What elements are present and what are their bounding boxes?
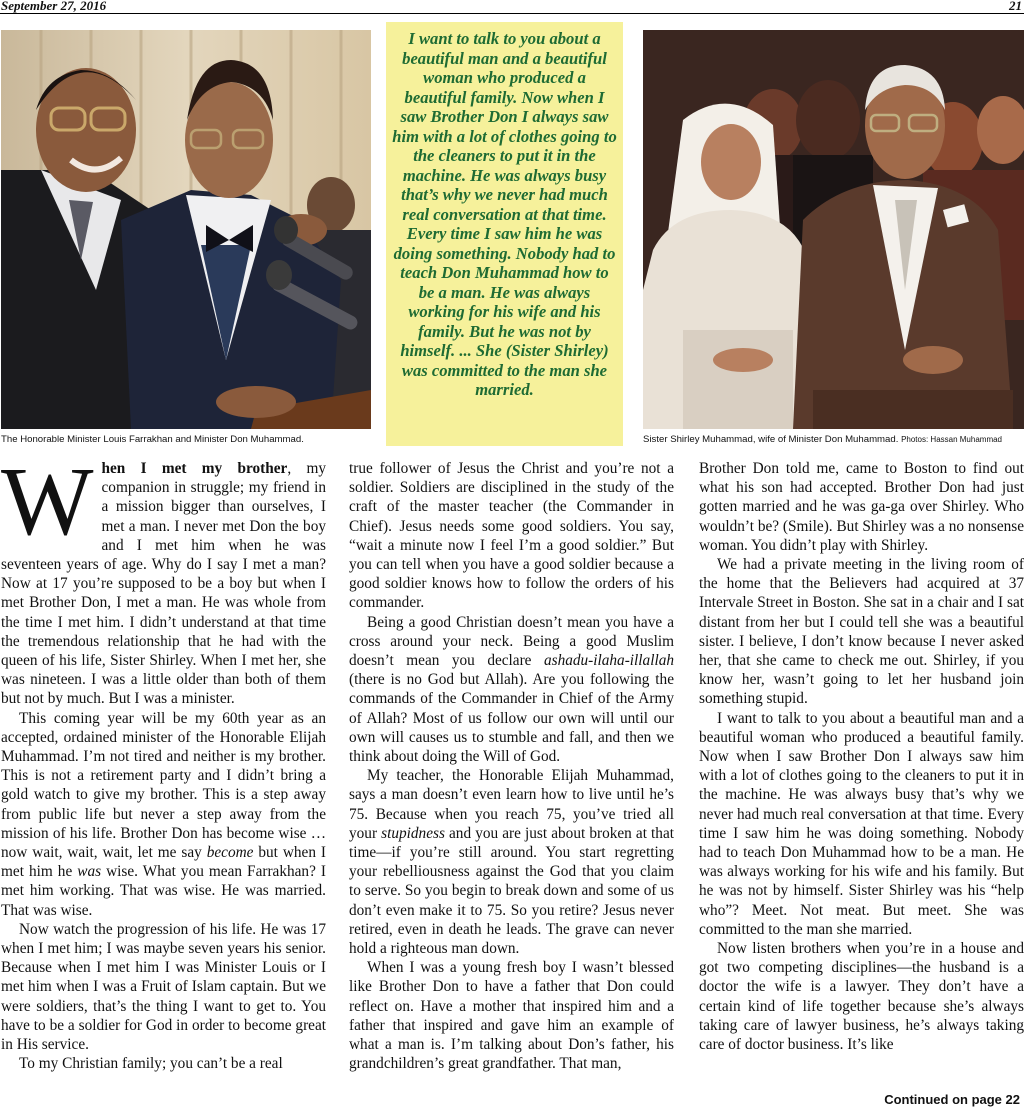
emphasis: ashadu-ilaha-illallah: [543, 652, 674, 670]
pull-quote-text: I want to talk to you about a beautiful man and a beautiful woman who produced a beautiful family. Now when I saw Brother Don I always saw him with a lot of clothes going to the cleaners to put it in the machine. He was always busy that’s why we never had much real conversation at that time. Every time I saw him he was doing something. Nobody had to teach Don Muhammad how to be a man. He was always working for his wife and his family. But he was not by himself. ... She (Sister Shirley) was committed to the man she married.: [392, 29, 617, 399]
article-paragraph-5: [349, 613, 674, 767]
article-paragraph-9: I want to talk to you about a beautiful man and a beautiful woman who produced a beautiful family. Now when I saw Brother Don I always saw him with a lot of clothes going to the cleaners to put it in the machine. He was always busy that’s why we never had much real conversation at that time. Every time I saw him he was doing something. Nobody had to teach Don Muhammad how to be a man. He was always working for his wife and his family. But he was not by himself. Sister Shirley was his “help who”? Meet. Not meat. But meet. She was committed to the man she married.: [699, 709, 1024, 938]
paragraph-text: , my companion in struggle; my friend in a mission bigger than ourselves, I met a man. I never met Don the boy and I met him when he was seventeen years of age. Why do I say I met a man? Now at 17 you’re supposed to be a boy but when I met Brother Don, I met a man. He was whole from the time I met him. I didn’t understand at that time the tremendous relationship that he had with the queen of his life, Sister Shirley. When I met her, she was nineteen. I was a little older than both of them but not by much. But I was a minister.: [1, 460, 326, 708]
article-paragraph-1: [1, 448, 326, 709]
paragraph-text: Being a good Christian doesn’t mean you have a cross around your neck. Being a good Muslim doesn’t mean you declare: [349, 613, 674, 670]
right-photo-caption: [643, 434, 1002, 446]
article-column-1: [1, 448, 327, 1074]
article-column-2: [349, 459, 674, 1074]
emphasis: was: [77, 863, 102, 881]
article-paragraph-3: Now watch the progression of his life. He was 17 when I met him; I was maybe seven years his senior. Because when I met him I was Minister Louis or I met him when I was a Fruit of Islam captain. But we were soldiers, that’s the thing I want to get to. You have to be a soldier for God in order to become great in His service.: [1, 920, 326, 1054]
paragraph-text: My teacher, the Honorable Elijah Muhammad, says a man doesn’t even learn how to live until he’s 75. Because when you reach 75, you’ve tried all your: [349, 767, 674, 842]
page-number: 21: [1009, 0, 1022, 13]
page-header: [0, 0, 1024, 14]
photo-farrakhan-and-don: [1, 30, 371, 429]
article-paragraph-10: Now listen brothers when you’re in a house and got two competing disciplines—the husband is a doctor the wife is a lawyer. They don’t have a certain kind of life together because she’s always taking care of lawyer business, he’s always taking care of doctor business. It’s like: [699, 940, 1024, 1054]
paragraph-text: and you are just about broken at that time—if you’re still around. You start regretting your rebelliousness against the God that you claim to serve. So you begin to break down and some of us don’t even make it to 75. So you retire? Jesus never retired, even in death he leads. The grave can never hold a righteous man down.: [349, 824, 674, 958]
emphasis: become: [206, 844, 254, 862]
issue-date: September 27, 2016: [1, 0, 107, 13]
paragraph-text: (there is no God but Allah). Are you following the commands of the Commander in Chief of the Army of Allah? Most of us follow our own will until our own will causes us to stumble and fall, and then we think about doing the Will of God.: [349, 671, 674, 766]
article-paragraph-6: [349, 766, 674, 958]
article-paragraph-8: We had a private meeting in the living room of the home that the Believers had acquired at 37 Intervale Street in Boston. She sat in a chair and I sat distant from her but I could tell she was a beautiful sister. I believe, I don’t know because I never asked her, that she came to check me out. Shirley, if you know her, wasn’t going to let her husband join something stupid.: [699, 556, 1024, 708]
lead-in: hen I met my brother: [101, 460, 288, 477]
article-column-3: [699, 459, 1024, 1054]
article-paragraph-4: To my Christian family; you can’t be a real: [19, 1055, 283, 1073]
continued-on-page-link[interactable]: Continued on page 22: [884, 1092, 1020, 1107]
emphasis: stupidness: [381, 824, 445, 842]
photo-two-men-icon: [1, 30, 371, 429]
photo-credit: Photos: Hassan Muhammad: [901, 435, 1002, 444]
article-paragraph-7: When I was a young fresh boy I wasn’t blessed like Brother Don to have a father that Don could reflect on. Have a mother that inspired him and a father that inspired and gave him an example of what a man is. I’m talking about Don’s father, his grandchildren’s great grandfather. That man,: [349, 959, 674, 1073]
drop-cap: W: [1, 448, 94, 556]
article-paragraph-4-cont: true follower of Jesus the Christ and you’re not a soldier. Soldiers are disciplined in the study of the craft of the master teacher (the Commander in Chief). Jesus needs some good soldiers. You say, “wait a minute now I feel I’m a good soldier.” But you can tell when you have a good soldier because a good soldier knows how to follow the orders of his commander.: [349, 460, 674, 612]
paragraph-text: wise. What you mean Farrakhan? I met him working. That was wise. He was married. That was wise.: [1, 863, 326, 919]
right-caption-text: Sister Shirley Muhammad, wife of Minister Don Muhammad.: [643, 434, 899, 445]
photo-shirley-and-don: [643, 30, 1024, 429]
article-paragraph-7-cont: Brother Don told me, came to Boston to find out what his son had accepted. Brother Don had just gotten married and he was ga-ga over Shirley. Who wouldn’t be? (Smile). But Shirley was a no nonsense woman. You didn’t play with Shirley.: [699, 460, 1024, 554]
article-paragraph-2: [1, 709, 326, 920]
photo-seated-couple-icon: [643, 30, 1024, 429]
left-photo-caption: The Honorable Minister Louis Farrakhan and Minister Don Muhammad.: [1, 434, 304, 445]
paragraph-text: but when I met him he: [1, 844, 327, 881]
pull-quote-box: [386, 22, 623, 446]
paragraph-text: This coming year will be my 60th year as an accepted, ordained minister of the Honorable Elijah Muhammad. I’m not tired and neither is my brother. This is not a retirement party and I didn’t bring a gold watch to give my brother. This is a step away from public life but never a step away from the mission of his life. Brother Don has become wise … now wait, wait, wait, let me say: [1, 709, 326, 862]
